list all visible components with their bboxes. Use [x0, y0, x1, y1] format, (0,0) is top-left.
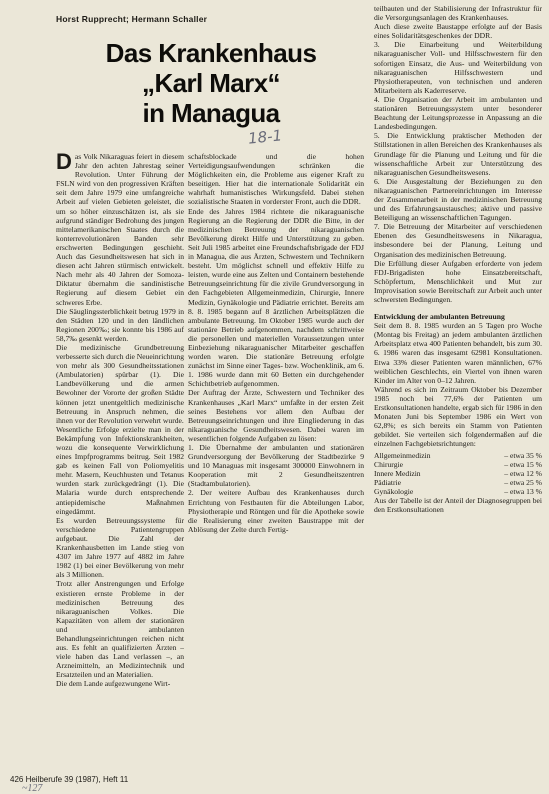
title-line-2: „Karl Marx“: [142, 68, 280, 98]
page-footer: 426 Heilberufe 39 (1987), Heft 11: [10, 775, 129, 784]
article-authors: Horst Rupprecht; Hermann Schaller: [56, 14, 208, 24]
list-item: Chirurgie – etwa 15 %: [374, 459, 542, 469]
paragraph: Trotz aller Anstrengungen und Erfolge existieren ernste Probleme in der medizinischen Betreuung des nikaraguanischen Volkes. Die Kapazitäten von allem der stationären und ambulanten Behandlungseinrichtungen reichen nicht aus. Es fehlt an qualifizierten Ärzten – viele haben das Land verlassen –, an Arzneimitteln, an Medizintechnik und Ersatzteilen und an Materialien.: [56, 579, 184, 680]
list-item: Pädiatrie – etwa 25 %: [374, 477, 542, 487]
column-2: [188, 152, 364, 774]
list-item: Gynäkologie – etwa 13 %: [374, 486, 542, 496]
paragraph: Auch diese zweite Baustappe erfolgte auf der Basis eines Solidaritätsgeschenkes der DDR.: [374, 22, 542, 41]
paragraph: Der Auftrag der Ärzte, Schwestern und Techniker des Krankenhauses „Karl Marx“ umfaßte in der ersten Zeit seines Bestehens vor allem den Aufbau der Betreuungseinrichtungen und ihre Eingliederung in das nikaraguanische Gesundheitswesen. Dabei waren im wesentlichen folgende Aufgaben zu lösen:: [188, 388, 364, 443]
paragraph: Es wurden Betreuungssysteme für verschiedene Patientengruppen aufgebaut. Die Zahl der Krankenhausbetten im Lande stieg von 4307 im Jahre 1977 auf 4882 im Jahre 1982 (1) bei einer Bevölkerung von mehr als 3 Millionen.: [56, 515, 184, 580]
paragraph: Die Säuglingssterblichkeit betrug 1979 in den Städten 120 und in den ländlichen Regionen 200‰; sie konnte bis 1986 auf 58,7‰ gesenkt werden.: [56, 306, 184, 343]
paragraph: 4. Die Organisation der Arbeit im ambulanten und stationären Betreuungssystem unter besonderer Beachtung der Leitungsprozesse in Anpassung an die Landesbedingungen.: [374, 94, 542, 132]
paragraph: 7. Die Betreuung der Mitarbeiter auf verschiedenen Ebenen des Gesundheitswesens in Nikaragua, insbesondere bei der Planung, Leitung und Organisation des medizinischen Betreuung.: [374, 222, 542, 259]
list-item: Allgemeinmedizin – etwa 35 %: [374, 450, 542, 460]
paragraph: Das Volk Nikaraguas feiert in diesem Jahr den achten Jahrestag seiner Revolution. Unter Führung der FSLN wird von den progressiven Kräften seit dem Jahre 1979 eine umfangreiche Arbeit auf vielen Gebieten geleistet, die um so höher einzuschätzen ist, als sie aufgrund ständiger Bedrohung des jungen mittelamerikanischen Staates durch die konterrevolutionären Banden sehr erschwerten Bedingungen geschieht. Auch das Gesundheitswesen hat sich in diesen acht Jahren stürmisch entwickelt. Nach mehr als 40 Jahren der Somoza-Diktatur übernahm die sandinistische Regierung auf diesem Gebiet ein schweres Erbe.: [56, 152, 184, 307]
paragraph: Seit dem 8. 8. 1985 wurden an 5 Tagen pro Woche (Montag bis Freitag) an jedem ambulanten ärztlichen Arbeitsplatz etwa 400 Patienten behandelt, bis zum 30. 6. 1986 waren das insgesamt 62981 Konsultationen. Etwa 33% dieser Patienten waren männlichen, 67% weiblichen Geschlechts, ein Viertel von ihnen waren Kinder im Alter von 0–12 Jahren.: [374, 321, 542, 385]
paragraph: Die dem Lande aufgezwungene Wirt-: [56, 679, 171, 689]
paragraph: schaftsblockade und die hohen Verteidigungsaufwendungen schränken die Möglichkeiten ein, die Probleme aus eigener Kraft zu beseitigen. Hier hat die internationale Solidarität ein wahrhaft humanistisches Wirkungsfeld. Dabei stehen sozialistische Staaten in vorderster Front, auch die DDR.: [188, 152, 364, 207]
column-3: [374, 4, 542, 774]
section-subheading: Entwicklung der ambulanten Betreuung: [374, 312, 505, 322]
paragraph: Wesentliche Erfolge erzielte man in der Bekämpfung von Infektionskrankheiten, wozu die konsequente Verwirklichung eines Impfprogramms beitrug. Seit 1982 gab es keinen Fall von Poliomyelitis mehr. Masern, Keuchhusten und Tetanus wurden stark zurückgedrängt (1). Die Malaria wurde durch entsprechende antiepidemische Maßnahmen eingedämmt.: [56, 424, 184, 516]
paragraph: Aus der Tabelle ist der Anteil der Diagnosegruppen bei den Erstkonsultationen: [374, 495, 542, 515]
paragraph: Ende des Jahres 1984 richtete die nikaraguanische Regierung an die Regierung der DDR die Bitte, in der medizinischen Betreuung der nikaraguanischen Bevölkerung direkt Hilfe und Unterstützung zu geben. Seit Juli 1985 arbeitet eine Freundschaftsbrigade der FDJ in Managua, die aus Ärzten, Schwestern und Technikern besteht. Um möglichst schnell und effektiv Hilfe zu leisten, wurde eine aus Zelten und Containern bestehende Betreuungseinrichtung für die zivile Grundversorgung in den Fachgebieten Allgemeinmedizin, Chirurgie, Innere Medizin, Gynäkologie und Pädiatrie errichtet. Bereits am 8. 8. 1985 begann auf 8 ärztlichen Arbeitsplätzen die ambulante Betreuung. Im Oktober 1985 wurde auch der stationäre Betrieb aufgenommen, nachdem schrittweise die personellen und materiellen Voraussetzungen unter Einbeziehung nikaraguanischer Mitarbeiter geschaffen worden waren. Die stationäre Betreuung erfolgte zunächst im Sinne einer Tages- bzw. Wochenklinik, am 6. 1. 1986 wurde dann mit 60 Betten ein durchgehender Schichtbetrieb aufgenommen.: [188, 206, 364, 389]
handwritten-page-number: ~127: [22, 783, 43, 794]
title-line-3: in Managua: [142, 98, 280, 128]
paragraph: teilbauten und der Stabilisierung der Infrastruktur für die Versorgungsanlagen des Krankenhauses.: [374, 4, 542, 23]
column-1: [56, 152, 184, 774]
paragraph: Die Erfüllung dieser Aufgaben erforderte von jedem FDJ-Brigadisten hohe Einsatzbereitschaft, Schöpfertum, Menschlichkeit und Mut zur Improvisation sowie Bereitschaft zur Arbeit auch unter schwersten Bedingungen.: [374, 258, 542, 304]
paragraph: Die medizinische Grundbetreuung verbesserte sich durch die Neueinrichtung von mehr als 300 Gesundheitsstationen (Ambulatorien) spürbar (1). Die Landbevölkerung und die armen Bewohner der Vororte der großen Städte können jetzt unentgeltlich medizinische Betreuung in Anspruch nehmen, die ihnen vor der Revolution verwehrt wurde.: [56, 342, 184, 425]
list-item: Innere Medizin – etwa 12 %: [374, 468, 542, 478]
paragraph: 3. Die Einarbeitung und Weiterbildung nikaraguanischer Voll- und Hilfsschwestern für den sofortigen Einsatz, die Aus- und Weiterbildung von nikaraguanischen Hilfsschwestern und Physiotherapeuten, von technischen und anderen Mitarbeitern als Kaderreserve.: [374, 40, 542, 95]
paragraph: 5. Die Entwicklung praktischer Methoden der Stillstationen in allen Bereichen des Krankenhauses als Grundlage für die Planung und Leitung und für die wissenschaftliche Arbeit zur Unterstützung des nikaraguanischen Gesundheitswesens.: [374, 131, 542, 177]
handwritten-note: 18-1: [247, 126, 283, 148]
specialty-distribution-list: [374, 451, 542, 496]
paragraph: 6. Die Ausgestaltung der Beziehungen zu den nikaraguanischen Partnereinrichtungen im Interesse der Zusammenarbeit in der medizinischen Betreuung und des Erfahrungsaustausches; aktive und passive Beteiligung an wissenschaftlichen Tagungen.: [374, 176, 542, 223]
paragraph: 1. Die Übernahme der ambulanten und stationären Grundversorgung der Bevölkerung der Stadtbezirke 9 und 10 Managuas mit insgesamt 300000 Einwohnern in Kooperation mit 2 Gesundheitszentren (Stadtambulatorien).: [188, 443, 364, 489]
paragraph: 2. Der weitere Aufbau des Krankenhauses durch Errichtung von Festbauten für die Abteilungen Labor, Physiotherapie und Röntgen und für die Apotheke sowie die Realisierung einer zweiten Baustrappe mit der Ablösung der Zelte durch Fertig-: [188, 488, 364, 534]
title-line-1: Das Krankenhaus: [105, 38, 317, 68]
article-title: [56, 38, 366, 128]
paragraph: Während es sich im Zeitraum Oktober bis Dezember 1985 noch bei 77,6% der Patienten um Erstkonsultationen handelte, ergab sich für 1986 in den Monaten Juni bis September 1986 ein Wert von 62,8%; es sich bereits ein Stamm von Patienten gebildet. Sie verteilen sich folgendermaßen auf die einzelnen Fachgebietsrichtungen:: [374, 384, 542, 449]
drop-cap: D: [56, 152, 72, 174]
